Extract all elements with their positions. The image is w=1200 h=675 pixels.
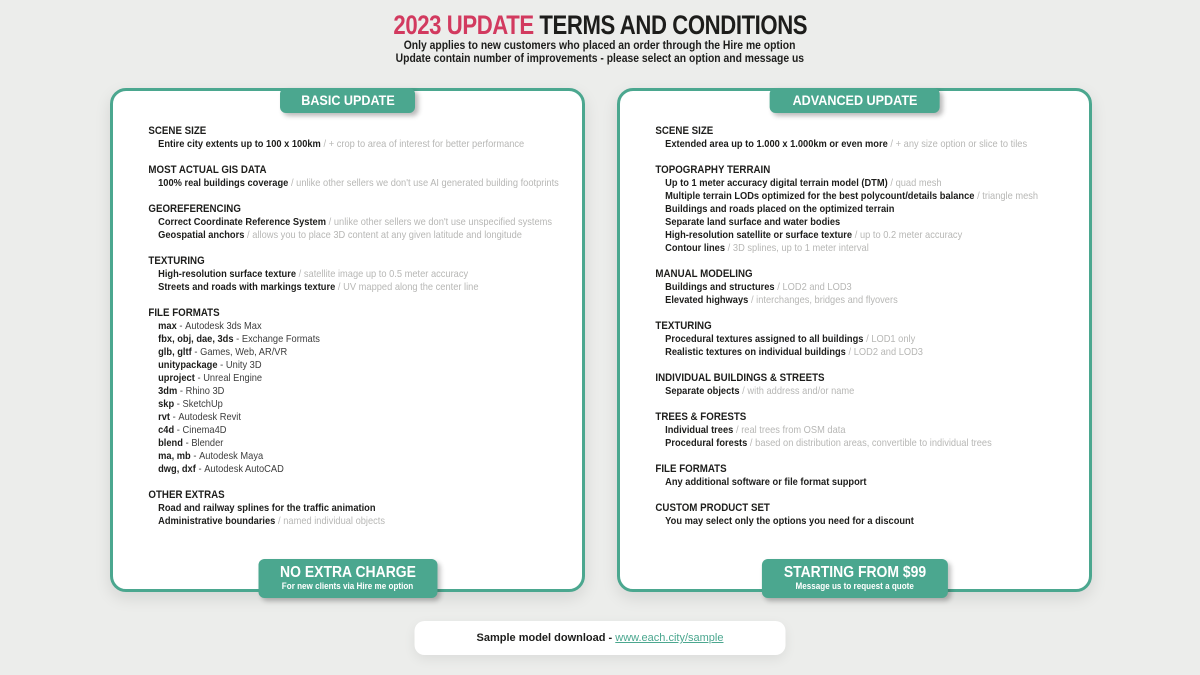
section-heading: FILE FORMATS <box>148 307 220 319</box>
section <box>148 125 573 151</box>
feature-note: interchanges, bridges and flyovers <box>756 294 898 306</box>
separator: - <box>176 424 180 436</box>
separator: / <box>866 333 869 345</box>
feature-note: LOD2 and LOD3 <box>853 346 923 358</box>
feature-main: Procedural textures assigned to all buildings <box>665 333 864 345</box>
separator: / <box>848 346 852 358</box>
subtitle-1-post: option <box>761 40 796 52</box>
section-heading: CUSTOM PRODUCT SET <box>655 502 770 514</box>
feature-main: High-resolution satellite or surface texture <box>665 229 853 241</box>
feature-item <box>655 229 1080 242</box>
feature-note: up to 0.2 meter accuracy <box>859 229 963 241</box>
feature-main: Separate objects <box>665 385 740 397</box>
feature-item <box>655 424 1080 437</box>
feature-note: Unity 3D <box>225 359 262 371</box>
separator: / <box>727 242 731 254</box>
price-badge-subtitle: For new clients via Hire me option <box>281 581 414 591</box>
basic-update-panel <box>110 88 585 592</box>
section <box>148 307 573 476</box>
feature-item <box>655 216 1080 229</box>
feature-main: 100% real buildings coverage <box>158 177 289 189</box>
feature-note: + any size option or slice to tiles <box>895 138 1028 150</box>
feature-note: real trees from OSM data <box>741 424 846 436</box>
feature-note: allows you to place 3D content at any given latitude and longitude <box>252 229 522 241</box>
section <box>655 320 1080 359</box>
subtitle-1-pre: Only applies to new customers who placed an order through the <box>404 40 724 52</box>
section-heading: OTHER EXTRAS <box>148 489 225 501</box>
feature-note: UV mapped along the center line <box>343 281 479 293</box>
feature-item <box>148 398 573 411</box>
feature-main: rvt <box>158 411 171 423</box>
title-rest: TERMS AND CONDITIONS <box>533 10 807 40</box>
feature-main: Elevated highways <box>665 294 749 306</box>
section-heading: GEOREFERENCING <box>148 203 241 215</box>
feature-main: Geospatial anchors <box>158 229 245 241</box>
separator: - <box>236 333 240 345</box>
separator: / <box>298 268 302 280</box>
feature-main: Contour lines <box>665 242 726 254</box>
feature-item <box>655 190 1080 203</box>
feature-main: Procedural forests <box>665 437 748 449</box>
feature-item <box>655 333 1080 346</box>
feature-item <box>148 385 573 398</box>
subtitle-line-1 <box>0 40 1200 53</box>
feature-note: Games, Web, AR/VR <box>200 346 288 358</box>
feature-note: based on distribution areas, convertible to individual trees <box>755 437 992 449</box>
separator: / <box>323 138 327 150</box>
feature-main: Extended area up to 1.000 x 1.000km or even more <box>665 138 888 150</box>
section <box>655 463 1080 489</box>
feature-item <box>655 476 1080 489</box>
feature-main: Entire city extents up to 100 x 100km <box>158 138 321 150</box>
section-heading: TREES & FORESTS <box>655 411 747 423</box>
subtitle-1-bold: Hire me <box>723 40 762 52</box>
feature-item <box>148 346 573 359</box>
section-heading: SCENE SIZE <box>655 125 714 137</box>
feature-item <box>655 138 1080 151</box>
feature-note: Unreal Engine <box>203 372 263 384</box>
separator: / <box>328 216 332 228</box>
feature-main: Multiple terrain LODs optimized for the best polycount/details balance <box>665 190 975 202</box>
feature-main: max <box>158 320 177 332</box>
separator: / <box>749 437 753 449</box>
separator: / <box>854 229 858 241</box>
feature-main: 3dm <box>158 385 178 397</box>
feature-note: Exchange Formats <box>241 333 320 345</box>
feature-item <box>655 203 1080 216</box>
section <box>655 372 1080 398</box>
panels-row <box>110 88 1092 592</box>
section-heading: TEXTURING <box>148 255 205 267</box>
advanced-update-content <box>620 91 1080 528</box>
feature-note: Autodesk 3ds Max <box>185 320 262 332</box>
feature-main: c4d <box>158 424 175 436</box>
feature-main: Administrative boundaries <box>158 515 276 527</box>
subtitle-line-2: Update contain number of improvements - please select an option and message us <box>395 53 805 65</box>
feature-item <box>148 216 573 229</box>
section <box>655 502 1080 528</box>
feature-item <box>148 268 573 281</box>
feature-main: ma, mb <box>158 450 191 462</box>
feature-main: Buildings and structures <box>665 281 775 293</box>
section-heading: SCENE SIZE <box>148 125 207 137</box>
section-heading: INDIVIDUAL BUILDINGS & STREETS <box>655 372 825 384</box>
price-badge-title: STARTING FROM $99 <box>783 564 926 581</box>
separator: / <box>977 190 980 202</box>
section <box>655 268 1080 307</box>
section-heading: FILE FORMATS <box>655 463 727 475</box>
separator: - <box>197 372 201 384</box>
title-highlight: 2023 UPDATE <box>393 10 534 40</box>
feature-main: Any additional software or file format support <box>665 476 867 488</box>
feature-main: Streets and roads with markings texture <box>158 281 336 293</box>
feature-item <box>655 437 1080 450</box>
section-heading: TEXTURING <box>655 320 712 332</box>
separator: - <box>198 463 202 475</box>
separator: - <box>179 385 183 397</box>
feature-note: LOD2 and LOD3 <box>782 281 852 293</box>
feature-item <box>655 177 1080 190</box>
feature-main: High-resolution surface texture <box>158 268 297 280</box>
feature-note: unlike other sellers we don't use AI generated building footprints <box>296 177 559 189</box>
feature-item <box>655 346 1080 359</box>
header <box>0 0 1200 66</box>
section-heading: TOPOGRAPHY TERRAIN <box>655 164 771 176</box>
feature-item <box>655 385 1080 398</box>
page-title <box>0 11 1200 39</box>
feature-main: fbx, obj, dae, 3ds <box>158 333 234 345</box>
sample-download-link[interactable]: www.each.city/sample <box>615 632 724 644</box>
section <box>148 489 573 528</box>
feature-main: Up to 1 meter accuracy digital terrain model (DTM) <box>665 177 888 189</box>
advanced-update-panel <box>617 88 1092 592</box>
section <box>148 164 573 190</box>
feature-item <box>148 281 573 294</box>
section <box>148 255 573 294</box>
feature-item <box>148 229 573 242</box>
feature-item <box>148 424 573 437</box>
feature-main: glb, gltf <box>158 346 192 358</box>
section <box>655 125 1080 151</box>
feature-main: You may select only the options you need for a discount <box>665 515 914 527</box>
separator: - <box>185 437 189 449</box>
basic-update-content <box>113 91 573 528</box>
feature-main: Buildings and roads placed on the optimized terrain <box>665 203 895 215</box>
separator: - <box>179 320 183 332</box>
feature-main: Realistic textures on individual buildings <box>665 346 846 358</box>
footer-text: Sample model download - <box>476 632 616 644</box>
feature-main: uproject <box>158 372 195 384</box>
feature-note: triangle mesh <box>982 190 1039 202</box>
feature-item <box>148 359 573 372</box>
no-extra-charge-badge <box>258 559 437 598</box>
feature-note: named individual objects <box>283 515 386 527</box>
separator: / <box>290 177 294 189</box>
separator: - <box>172 411 176 423</box>
section <box>148 203 573 242</box>
starting-price-badge <box>761 559 947 598</box>
feature-item <box>148 515 573 528</box>
feature-item <box>148 333 573 346</box>
feature-note: quad mesh <box>895 177 942 189</box>
feature-note: + crop to area of interest for better performance <box>328 138 525 150</box>
separator: / <box>890 177 893 189</box>
feature-main: dwg, dxf <box>158 463 196 475</box>
feature-note: satellite image up to 0.5 meter accuracy <box>303 268 469 280</box>
section <box>655 164 1080 255</box>
feature-note: LOD1 only <box>871 333 916 345</box>
feature-main: Correct Coordinate Reference System <box>158 216 326 228</box>
feature-item <box>655 242 1080 255</box>
section-heading: MANUAL MODELING <box>655 268 753 280</box>
basic-update-badge: BASIC UPDATE <box>280 88 416 113</box>
separator: - <box>194 346 198 358</box>
feature-item <box>148 437 573 450</box>
feature-note: 3D splines, up to 1 meter interval <box>732 242 869 254</box>
feature-item <box>148 177 573 190</box>
feature-note: Cinema4D <box>182 424 227 436</box>
feature-note: unlike other sellers we don't use unspecified systems <box>333 216 553 228</box>
separator: - <box>220 359 224 371</box>
section <box>655 411 1080 450</box>
separator: / <box>735 424 739 436</box>
separator: / <box>247 229 250 241</box>
price-badge-title: NO EXTRA CHARGE <box>279 564 416 581</box>
separator: / <box>278 515 281 527</box>
feature-item <box>655 294 1080 307</box>
section-heading: MOST ACTUAL GIS DATA <box>148 164 267 176</box>
feature-note: Autodesk AutoCAD <box>204 463 284 475</box>
feature-main: Individual trees <box>665 424 734 436</box>
feature-item <box>148 463 573 476</box>
separator: / <box>777 281 780 293</box>
feature-item <box>148 138 573 151</box>
separator: / <box>742 385 745 397</box>
feature-main: Separate land surface and water bodies <box>665 216 841 228</box>
feature-note: Autodesk Revit <box>178 411 241 423</box>
price-badge-subtitle: Message us to request a quote <box>795 581 914 591</box>
separator: - <box>176 398 180 410</box>
footer-bar <box>415 621 786 655</box>
feature-note: SketchUp <box>182 398 223 410</box>
feature-item <box>148 502 573 515</box>
separator: - <box>193 450 197 462</box>
feature-main: skp <box>158 398 175 410</box>
feature-main: blend <box>158 437 183 449</box>
separator: / <box>337 281 341 293</box>
feature-note: with address and/or name <box>747 385 855 397</box>
feature-item <box>148 320 573 333</box>
feature-note: Blender <box>191 437 224 449</box>
feature-item <box>655 515 1080 528</box>
feature-note: Rhino 3D <box>185 385 225 397</box>
feature-main: unitypackage <box>158 359 218 371</box>
feature-item <box>655 281 1080 294</box>
feature-note: Autodesk Maya <box>199 450 264 462</box>
feature-item <box>148 411 573 424</box>
feature-item <box>148 450 573 463</box>
feature-item <box>148 372 573 385</box>
separator: / <box>750 294 754 306</box>
feature-main: Road and railway splines for the traffic animation <box>158 502 376 514</box>
advanced-update-badge: ADVANCED UPDATE <box>769 88 940 113</box>
separator: / <box>890 138 893 150</box>
